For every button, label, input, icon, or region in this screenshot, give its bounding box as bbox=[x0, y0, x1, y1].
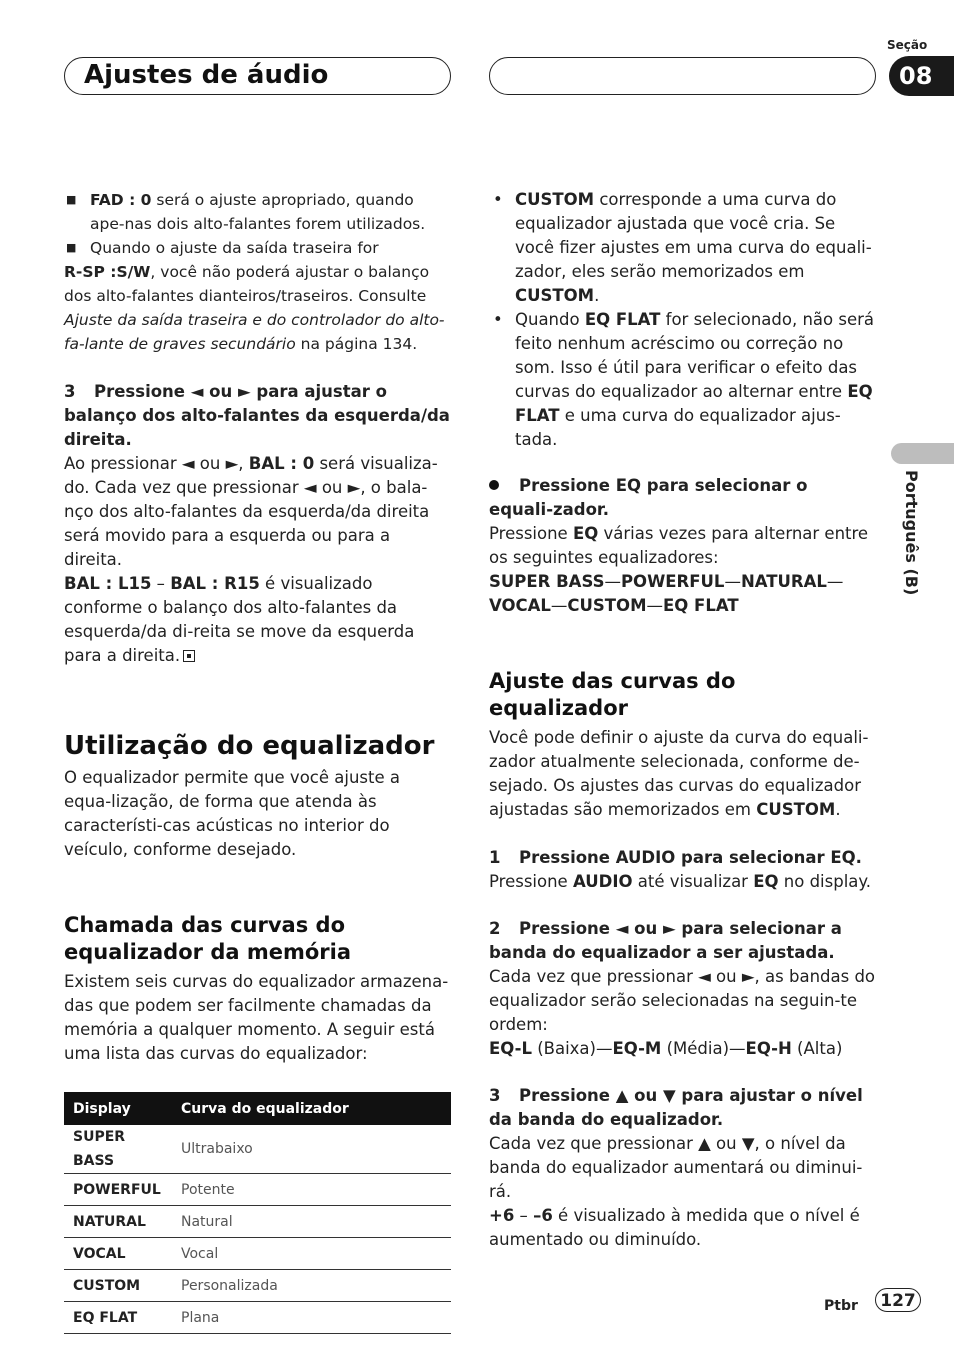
table-header-display: Display bbox=[64, 1092, 172, 1125]
heading-recall-curves: Chamada das curvas do equalizador da memória bbox=[64, 913, 351, 964]
right-column bbox=[489, 188, 877, 1252]
left-column bbox=[64, 188, 452, 1334]
table-cell-curve: Ultrabaixo bbox=[172, 1125, 451, 1174]
note-fad: ■ FAD : 0 será o ajuste apropriado, quando ape-nas dois alto-falantes forem utilizados. bbox=[64, 188, 452, 236]
end-of-section-icon bbox=[183, 650, 195, 662]
table-row bbox=[64, 1174, 451, 1206]
side-language: Português (B) bbox=[902, 470, 921, 596]
step-3-level-range: +6 – –6 é visualizado à medida que o nível é aumentado ou diminuído. bbox=[489, 1206, 860, 1249]
step-3-level-title: 3 Pressione ▲ ou ▼ para ajustar o nível da banda do equalizador. bbox=[489, 1086, 863, 1129]
table-header-row bbox=[64, 1092, 451, 1125]
step-3-balance-title: 3 Pressione ◄ ou ► para ajustar o balanço dos alto-falantes da esquerda/da direita. bbox=[64, 382, 450, 449]
bullet-icon: • bbox=[493, 190, 503, 209]
heading-equalizer: Utilização do equalizador bbox=[64, 731, 435, 761]
step-3-balance-text: Ao pressionar ◄ ou ►, BAL : 0 será visualiza-do. Cada vez que pressionar ◄ ou ►, o bala-nço dos alto-falantes da esquerda/da direita será movido para a esquerda ou para a direita. bbox=[64, 454, 438, 569]
step-3-level-text: Cada vez que pressionar ▲ ou ▼, o nível da banda do equalizador aumentará ou diminui-rá. bbox=[489, 1134, 863, 1201]
table-row bbox=[64, 1125, 451, 1174]
header-empty-frame bbox=[489, 57, 876, 95]
step-dot-icon bbox=[489, 480, 499, 490]
bullet-custom: • CUSTOM corresponde a uma curva do equalizador ajustada que você cria. Se você fizer ajustes em uma curva do equali-zador, eles serão memorizados em CUSTOM. bbox=[493, 190, 872, 305]
square-bullet-icon: ■ bbox=[66, 193, 77, 206]
bullet-eq-flat: • Quando EQ FLAT for selecionado, não será feito nenhum acréscimo ou correção no som. Isso é útil para verificar o efeito das curvas do equalizador ao alternar entre EQ FLAT e uma curva do equalizador ajus-tada. bbox=[493, 310, 874, 449]
bullet-icon: • bbox=[493, 310, 503, 329]
table-cell-curve: Vocal bbox=[172, 1238, 451, 1270]
note-rear-output-cont: R-SP :S/W, você não poderá ajustar o balanço dos alto-falantes dianteiros/traseiros. Consulte Ajuste da saída traseira e do controlador do alto-fa-lante de graves secundário na página 134. bbox=[64, 263, 445, 353]
section-badge: 08 bbox=[889, 56, 954, 96]
footer-language: Ptbr bbox=[824, 1298, 858, 1314]
step-1-text: Pressione AUDIO até visualizar EQ no display. bbox=[489, 872, 872, 891]
table-cell-display: EQ FLAT bbox=[64, 1302, 172, 1334]
table-row bbox=[64, 1302, 451, 1334]
step-1-title: 1 Pressione AUDIO para selecionar EQ. bbox=[489, 848, 862, 867]
step-2-bands: EQ-L (Baixa)—EQ-M (Média)—EQ-H (Alta) bbox=[489, 1039, 843, 1058]
table-cell-display: SUPER BASS bbox=[64, 1125, 172, 1174]
eq-sequence: SUPER BASS—POWERFUL—NATURAL— VOCAL—CUSTOM—EQ FLAT bbox=[489, 572, 844, 615]
table-header-curve: Curva do equalizador bbox=[172, 1092, 451, 1125]
recall-curves-text: Existem seis curvas do equalizador armazena-das que podem ser facilmente chamadas da memória a qualquer momento. A seguir está uma lista das curvas do equalizador: bbox=[64, 972, 449, 1063]
select-eq-title: Pressione EQ para selecionar o equali-zador. bbox=[489, 476, 808, 519]
adjust-curves-text: Você pode definir o ajuste da curva do equali-zador atualmente selecionada, conforme de-sejado. Os ajustes das curvas do equalizador ajustadas são memorizados em CUSTOM. bbox=[489, 728, 869, 819]
page-number: 127 bbox=[875, 1288, 921, 1312]
table-row bbox=[64, 1206, 451, 1238]
section-label: Seção bbox=[887, 38, 928, 52]
table-cell-display: VOCAL bbox=[64, 1238, 172, 1270]
square-bullet-icon: ■ bbox=[66, 241, 77, 254]
table-cell-display: CUSTOM bbox=[64, 1270, 172, 1302]
table-cell-curve: Potente bbox=[172, 1174, 451, 1206]
step-2-text: Cada vez que pressionar ◄ ou ►, as bandas do equalizador serão selecionadas na seguin-te ordem: bbox=[489, 967, 876, 1034]
table-cell-curve: Plana bbox=[172, 1302, 451, 1334]
step-3-balance-range: BAL : L15 – BAL : R15 é visualizado conforme o balanço dos alto-falantes da esquerda/da di-reita se move da esquerda para a direita. bbox=[64, 574, 415, 665]
table-cell-curve: Natural bbox=[172, 1206, 451, 1238]
heading-adjust-curves: Ajuste das curvas do equalizador bbox=[489, 669, 736, 720]
select-eq-text: Pressione EQ várias vezes para alternar entre os seguintes equalizadores: bbox=[489, 524, 869, 567]
page-title: Ajustes de áudio bbox=[84, 60, 329, 90]
equalizer-intro: O equalizador permite que você ajuste a equa-lização, de forma que atenda às característi-cas acústicas no interior do veículo, conforme desejado. bbox=[64, 768, 400, 859]
note-rear-output: ■ Quando o ajuste da saída traseira for bbox=[64, 236, 452, 260]
table-cell-curve: Personalizada bbox=[172, 1270, 451, 1302]
table-cell-display: POWERFUL bbox=[64, 1174, 172, 1206]
table-row bbox=[64, 1270, 451, 1302]
step-2-title: 2 Pressione ◄ ou ► para selecionar a banda do equalizador a ser ajustada. bbox=[489, 919, 842, 962]
table-cell-display: NATURAL bbox=[64, 1206, 172, 1238]
table-row bbox=[64, 1238, 451, 1270]
equalizer-table bbox=[64, 1092, 451, 1334]
side-tab-marker bbox=[891, 443, 954, 464]
